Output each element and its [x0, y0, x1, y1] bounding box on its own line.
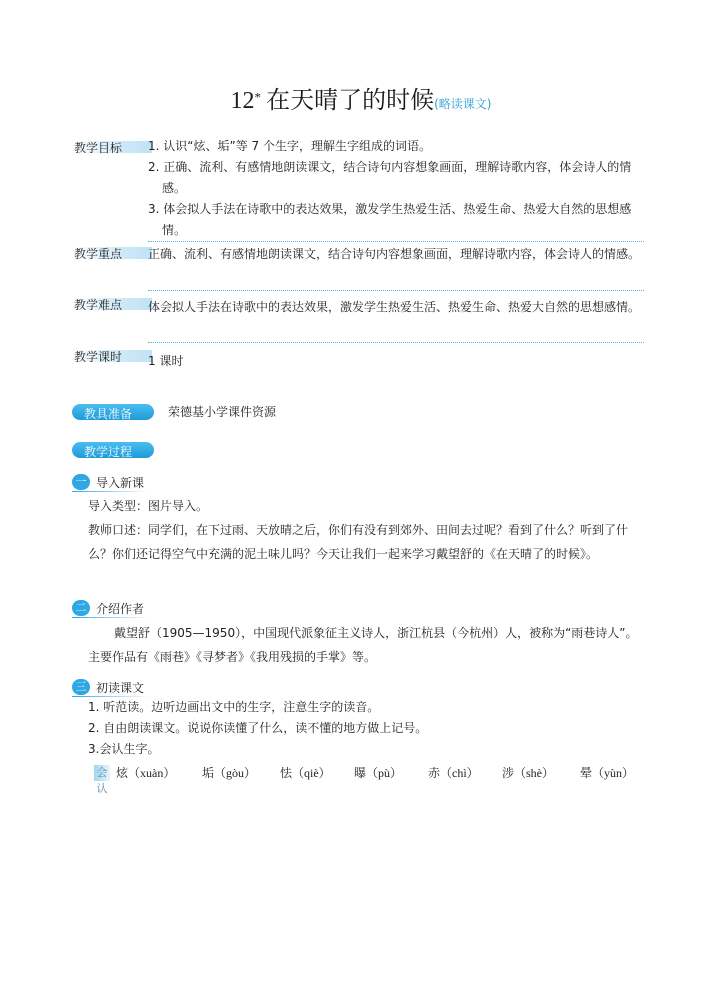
goals-row [72, 141, 644, 237]
goals-body [148, 136, 642, 241]
character-item: 晕（yùn） [580, 766, 635, 780]
goal-item: 3. 体会拟人手法在诗歌中的表达效果，激发学生热爱生活、热爱生命、热爱大自然的思想感情。 [148, 202, 632, 237]
difficulties-text: 体会拟人手法在诗歌中的表达效果，激发学生热爱生活、热爱生命、热爱大自然的思想感情。 [148, 300, 641, 314]
character-item: 赤（chì） [428, 766, 479, 780]
lesson-note: (略读课文) [434, 97, 492, 111]
reading-step: 1. 听范读。边听边画出文中的生字，注意生字的读音。 [88, 700, 380, 714]
goal-item: 2. 正确、流利、有感情地朗读课文，结合诗句内容想象画面，理解诗歌内容，体会诗人的情感。 [148, 160, 632, 195]
section-badge-3: 三 [72, 679, 90, 695]
lesson-number: 12 [230, 88, 255, 114]
intro-speech: 教师口述：同学们，在下过雨、天放晴之后，你们有没有到郊外、田间去过呢？看到了什么？听到了什么？你们还记得空气中充满的泥土味儿吗？今天让我们一起来学习戴望舒的《在天晴了的时候》。 [88, 523, 629, 561]
reading-step: 2. 自由朗读课文。说说你读懂了什么，读不懂的地方做上记号。 [88, 721, 428, 735]
characters-row [94, 764, 654, 795]
character-item: 垢（gòu） [202, 766, 257, 780]
author-intro: 戴望舒（1905—1950），中国现代派象征主义诗人，浙江杭县（今杭州）人，被称为“雨巷诗人”。主要作品有《雨巷》《寻梦者》《我用残损的手掌》等。 [88, 626, 638, 664]
hours-label: 教学课时 [72, 350, 152, 362]
difficulties-row [72, 298, 644, 342]
section-badge-1: 一 [72, 474, 90, 490]
hours-row [72, 350, 644, 370]
divider [148, 241, 644, 242]
lesson-star: * [254, 89, 262, 105]
character-item: 炫（xuàn） [116, 766, 176, 780]
key-points-row [72, 247, 644, 291]
recognize-badge: 会认 [94, 765, 110, 781]
hours-text: 1 课时 [148, 354, 184, 368]
page-title [0, 80, 722, 115]
key-points-text: 正确、流利、有感情地朗读课文，结合诗句内容想象画面，理解诗歌内容，体会诗人的情感。 [148, 247, 641, 261]
prep-text: 荣德基小学课件资源 [168, 405, 277, 419]
difficulties-label: 教学难点 [72, 298, 152, 310]
goals-label: 教学目标 [72, 141, 152, 153]
section-underline [72, 617, 150, 618]
character-item: 曝（pù） [354, 766, 403, 780]
character-item: 涉（shè） [502, 766, 555, 780]
section-title-1: 导入新课 [96, 476, 145, 490]
reading-step: 3.会认生字。 [88, 742, 160, 756]
section-underline [72, 491, 150, 492]
character-item: 怯（qiè） [280, 766, 331, 780]
prep-pill: 教具准备 [72, 404, 154, 420]
intro-type: 导入类型：图片导入。 [88, 499, 209, 513]
divider [148, 290, 644, 291]
key-points-label: 教学重点 [72, 247, 152, 259]
section-title-3: 初读课文 [96, 681, 145, 695]
process-pill: 教学过程 [72, 442, 154, 458]
divider [148, 342, 644, 343]
lesson-title: 在天晴了的时候 [266, 86, 435, 114]
section-badge-2: 二 [72, 600, 90, 616]
goal-item: 1. 认识“炫、垢”等 7 个生字，理解生字组成的词语。 [148, 139, 431, 153]
section-title-2: 介绍作者 [96, 602, 145, 616]
